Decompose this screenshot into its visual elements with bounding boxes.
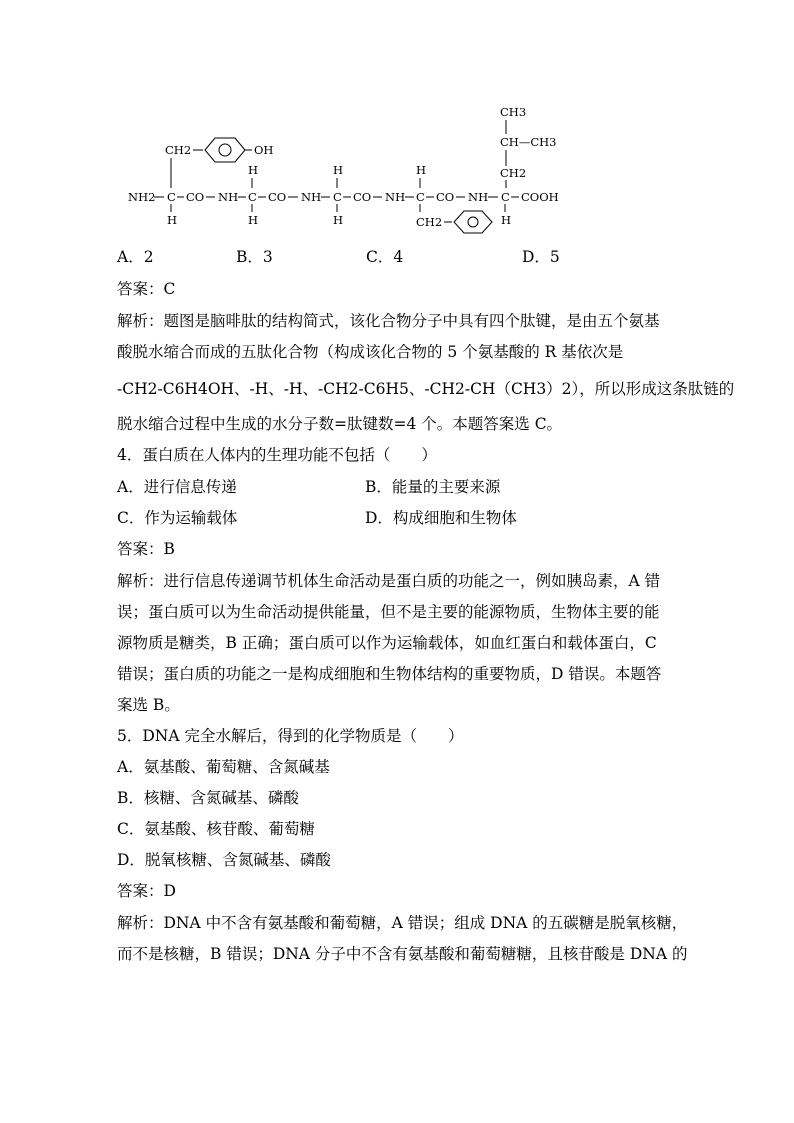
h-bottom-3: H	[333, 213, 344, 227]
backbone-co3: CO	[353, 190, 372, 204]
backbone-co4: CO	[436, 190, 455, 204]
benzene-ring-icon	[454, 211, 492, 233]
q5-option-c: C．氨基酸、核苷酸、葡萄糖	[117, 820, 315, 838]
q3-analysis-line-3: -CH2-C6H4OH、-H、-H、-CH2-C6H5、-CH2-CH（CH3）2），所以形成这条肽链的	[117, 380, 735, 398]
backbone-c3: C	[333, 190, 342, 204]
q3-option-c: C．4	[366, 248, 404, 266]
q4-option-d: D．构成细胞和生物体	[365, 509, 517, 527]
q4-analysis-line-4: 错误；蛋白质的功能之一是构成细胞和生物体结构的重要物质，D 错误。本题答	[117, 665, 662, 683]
h-bottom-5: H	[501, 213, 512, 227]
h-top-3: H	[416, 163, 427, 177]
q5-answer: 答案：D	[117, 882, 176, 900]
backbone-c1: C	[167, 190, 176, 204]
peptide-structure-diagram	[120, 100, 570, 235]
q4-option-c: C．作为运输载体	[117, 509, 238, 527]
q3-analysis-line-1: 解析：题图是脑啡肽的结构简式，该化合物分子中具有四个肽键，是由五个氨基	[117, 312, 660, 330]
q4-option-b: B．能量的主要来源	[365, 478, 501, 496]
h-bottom-1: H	[167, 213, 178, 227]
backbone-c5: C	[501, 190, 510, 204]
backbone-nh1: NH	[218, 190, 239, 204]
q3-answer: 答案：C	[117, 280, 176, 298]
q3-option-a: A．2	[117, 248, 154, 266]
q3-option-d: D．5	[522, 248, 560, 266]
ch2-top-label: CH2	[165, 143, 192, 157]
q5-option-d: D．脱氧核糖、含氮碱基、磷酸	[117, 851, 331, 869]
backbone-nh4: NH	[468, 190, 489, 204]
backbone-cooh: COOH	[521, 190, 559, 204]
ch3-label: CH3	[500, 105, 527, 119]
ch-ch3-label: CH—CH3	[500, 135, 557, 149]
q4-analysis-line-1: 解析：进行信息传递调节机体生命活动是蛋白质的功能之一，例如胰岛素，A 错	[117, 572, 661, 590]
q5-option-a: A．氨基酸、葡萄糖、含氮碱基	[117, 758, 330, 776]
nh2-label: NH2	[128, 190, 156, 204]
benzene-ring-icon	[205, 138, 245, 162]
q4-answer: 答案：B	[117, 540, 175, 558]
q3-option-b: B．3	[236, 248, 273, 266]
ch2-bottom-label: CH2	[416, 215, 443, 229]
backbone-co1: CO	[186, 190, 205, 204]
backbone-co2: CO	[268, 190, 287, 204]
backbone-c4: C	[416, 190, 425, 204]
q4-analysis-line-3: 源物质是糖类，B 正确；蛋白质可以作为运输载体，如血红蛋白和载体蛋白，C	[117, 634, 657, 652]
q4-analysis-line-2: 误；蛋白质可以为生命活动提供能量，但不是主要的能源物质，生物体主要的能	[117, 603, 660, 621]
q5-analysis-line-1: 解析：DNA 中不含有氨基酸和葡萄糖，A 错误；组成 DNA 的五碳糖是脱氧核糖，	[117, 914, 688, 932]
q5-stem: 5．DNA 完全水解后，得到的化学物质是（ ）	[117, 727, 464, 745]
h-top-2: H	[333, 163, 344, 177]
backbone-nh2: NH	[301, 190, 322, 204]
h-top-1: H	[248, 163, 259, 177]
q5-analysis-line-2: 而不是核糖，B 错误；DNA 分子中不含有氨基酸和葡萄糖糖，且核苷酸是 DNA 的	[117, 945, 688, 963]
h-bottom-2: H	[248, 213, 259, 227]
q4-stem: 4．蛋白质在人体内的生理功能不包括（ ）	[117, 446, 437, 464]
backbone-c2: C	[248, 190, 257, 204]
q3-analysis-line-4: 脱水缩合过程中生成的水分子数=肽键数=4 个。本题答案选 C。	[117, 415, 563, 433]
oh-label: OH	[254, 143, 274, 157]
q3-analysis-line-2: 酸脱水缩合而成的五肽化合物（构成该化合物的 5 个氨基酸的 R 基依次是	[117, 343, 624, 361]
q4-option-a: A．进行信息传递	[117, 478, 237, 496]
backbone-nh3: NH	[385, 190, 406, 204]
q4-analysis-line-5: 案选 B。	[117, 696, 180, 714]
q5-option-b: B．核糖、含氮碱基、磷酸	[117, 789, 299, 807]
ch2-right-label: CH2	[500, 166, 527, 180]
